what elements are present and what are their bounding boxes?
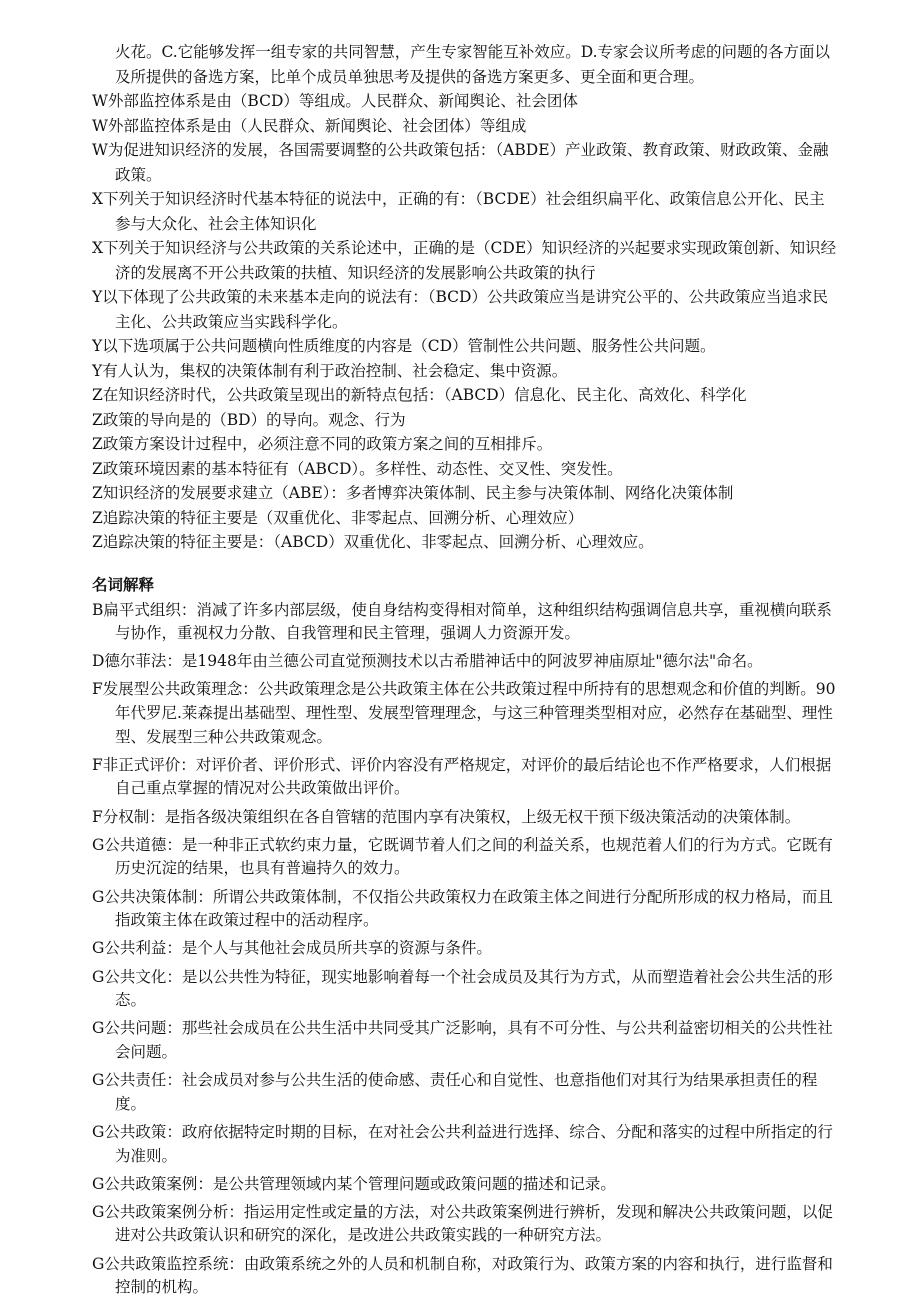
definition-item: D德尔菲法：是1948年由兰德公司直觉预测技术以古希腊神话中的阿波罗神庙原址"德尔法"命名。 — [92, 652, 763, 671]
choice-item: W外部监控体系是由（BCD）等组成。人民群众、新闻舆论、社会团体 — [92, 92, 578, 110]
section-heading: 名词解释 — [92, 575, 155, 594]
choice-item: X下列关于知识经济与公共政策的关系论述中，正确的是（CDE）知识经济的兴起要求实现政策创新、知识经济的发展离不开公共政策的扶植、知识经济的发展影响公共政策的执行 — [92, 239, 837, 282]
definition-item: G公共政策案例：是公共管理领域内某个管理问题或政策问题的描述和记录。 — [92, 1174, 616, 1193]
definition-item: F发展型公共政策理念：公共政策理念是公共政策主体在公共政策过程中所持有的思想观念和价值的判断。90年代罗尼.莱森提出基础型、理性型、发展型管理理念，与这三种管理类型相对应，必然存在基础型、理性型、发展型三种公共政策观念。 — [92, 680, 836, 746]
definition-item: G公共政策：政府依据特定时期的目标，在对社会公共利益进行选择、综合、分配和落实的过程中所指定的行为准则。 — [92, 1122, 833, 1165]
definition-item: F分权制：是指各级决策组织在各自管辖的范围内享有决策权，上级无权干预下级决策活动的决策体制。 — [92, 807, 801, 826]
definition-item: B扁平式组织：消减了许多内部层级，使自身结构变得相对简单，这种组织结构强调信息共享，重视横向联系与协作，重视权力分散、自我管理和民主管理，强调人力资源开发。 — [92, 600, 832, 643]
definition-list — [92, 599, 840, 1300]
choice-item: Z在知识经济时代，公共政策呈现出的新特点包括：（ABCD）信息化、民主化、高效化、科学化 — [92, 386, 747, 404]
choice-item: Z追踪决策的特征主要是（双重优化、非零起点、回溯分析、心理效应） — [92, 508, 584, 527]
continuation-paragraph: 火花。C.它能够发挥一组专家的共同智慧，产生专家智能互补效应。D.专家会议所考虑的问题的各方面以及所提供的备选方案，比单个成员单独思考及提供的备选方案更多、更全面和更合理。 — [115, 43, 831, 86]
choice-item: Z政策的导向是的（BD）的导向。观念、行为 — [92, 410, 406, 429]
choice-item: Y以下体现了公共政策的未来基本走向的说法有：（BCD）公共政策应当是讲究公平的、公共政策应当追求民主化、公共政策应当实践科学化。 — [92, 288, 828, 331]
choice-item: Z知识经济的发展要求建立（ABE）：多者博弈决策体制、民主参与决策体制、网络化决策体制 — [92, 484, 734, 502]
definition-item: G公共决策体制：所谓公共政策体制，不仅指公共政策权力在政策主体之间进行分配所形成的权力格局，而且指政策主体在政策过程中的活动程序。 — [92, 887, 833, 930]
definition-item: G公共文化：是以公共性为特征，现实地影响着每一个社会成员及其行为方式，从而塑造着社会公共生活的形态。 — [92, 967, 833, 1010]
definition-item: G公共道德：是一种非正式软约束力量，它既调节着人们之间的利益关系，也规范着人们的行为方式。它既有历史沉淀的结果，也具有普遍持久的效力。 — [92, 835, 833, 878]
definition-item: G公共问题：那些社会成员在公共生活中共同受其广泛影响，具有不可分性、与公共利益密切相关的公共性社会问题。 — [92, 1019, 833, 1061]
choice-item: Y有人认为，集权的决策体制有利于政治控制、社会稳定、集中资源。 — [92, 361, 568, 380]
definition-item: G公共利益：是个人与其他社会成员所共享的资源与条件。 — [92, 939, 492, 958]
document-page — [92, 40, 840, 1304]
choice-item: X下列关于知识经济时代基本特征的说法中，正确的有：（BCDE）社会组织扁平化、政策信息公开化、民主参与大众化、社会主体知识化 — [92, 190, 825, 233]
definition-item: G公共政策监控系统：由政策系统之外的人员和机制自称，对政策行为、政策方案的内容和执行，进行监督和控制的机构。 — [92, 1254, 833, 1297]
definition-item: F非正式评价：对评价者、评价形式、评价内容没有严格规定，对评价的最后结论也不作严格要求，人们根据自己重点掌握的情况对公共政策做出评价。 — [92, 755, 832, 798]
definition-item: G公共政策案例分析：指运用定性或定量的方法，对公共政策案例进行辨析，发现和解决公共政策问题，以促进对公共政策认识和研究的深化，是改进公共政策实践的一种研究方法。 — [92, 1202, 833, 1245]
choice-item: Z政策方案设计过程中，必须注意不同的政策方案之间的互相排斥。 — [92, 435, 553, 453]
choice-item: Y以下选项属于公共问题横向性质维度的内容是（CD）管制性公共问题、服务性公共问题。 — [92, 337, 716, 355]
definition-item: G公共责任：社会成员对参与公共生活的使命感、责任心和自觉性、也意指他们对其行为结果承担责任的程度。 — [92, 1071, 818, 1113]
choice-item: Z追踪决策的特征主要是：（ABCD）双重优化、非零起点、回溯分析、心理效应。 — [92, 533, 654, 551]
choice-item: Z政策环境因素的基本特征有（ABCD）。多样性、动态性、交叉性、突发性。 — [92, 459, 623, 478]
choice-item: W外部监控体系是由（人民群众、新闻舆论、社会团体）等组成 — [92, 116, 527, 135]
choice-item: W为促进知识经济的发展，各国需要调整的公共政策包括：（ABDE）产业政策、教育政策、财政政策、金融政策。 — [92, 141, 829, 184]
choice-list — [92, 89, 840, 555]
